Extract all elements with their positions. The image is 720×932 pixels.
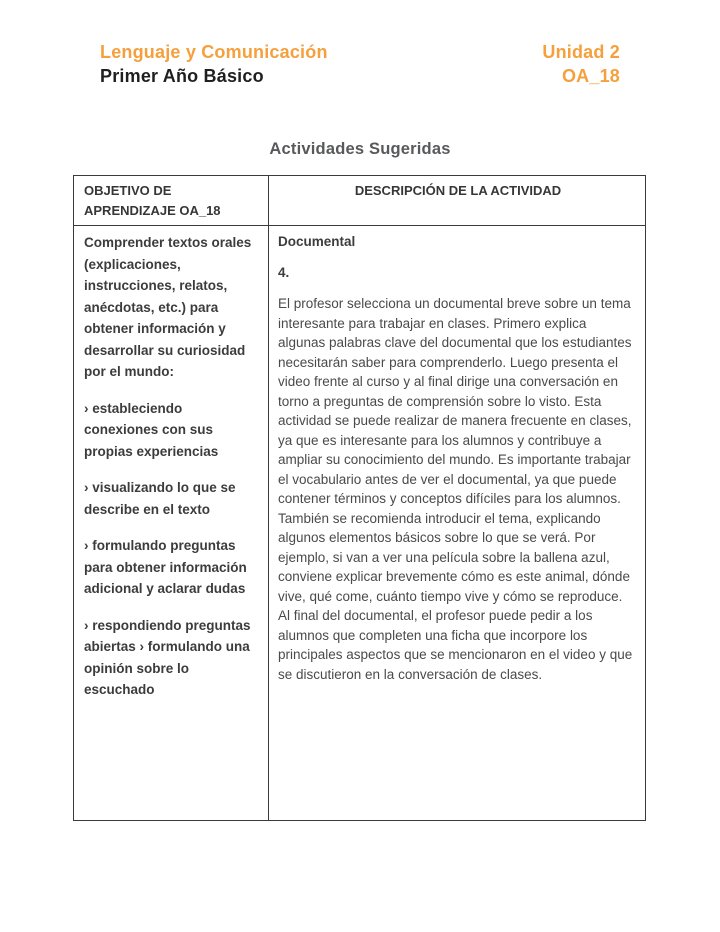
activities-table bbox=[73, 175, 646, 821]
activity-body: El profesor selecciona un documental breve sobre un tema interesante para trabajar en clases. Primero explica algunas palabras clave del documental que los estudiantes necesitarán saber para comprenderlo. Luego presenta el video frente al curso y al final dirige una conversación en torno a preguntas de comprensión sobre lo visto. Esta actividad se puede realizar de manera frecuente en clases, ya que es interesante para los alumnos y contribuye a ampliar su conocimiento del mundo. Es importante trabajar el vocabulario antes de ver el documental, ya que puede contener términos y conceptos difíciles para los alumnos. También se recomienda introducir el tema, explicando algunos elementos básicos sobre lo que se verá. Por ejemplo, si van a ver una película sobre la ballena azul, conviene explicar brevemente cómo es este animal, dónde vive, qué come, cuánto tiempo vive y cómo se reproduce. Al final del documental, el profesor puede pedir a los alumnos que completen una ficha que incorpore los principales aspectos que se mencionaron en el video y que se discutieron en la conversación de clases. bbox=[278, 296, 633, 682]
activity-title: Documental bbox=[278, 234, 356, 249]
header-left bbox=[100, 40, 328, 88]
page-title: Actividades Sugeridas bbox=[269, 140, 451, 158]
unit-label: Unidad 2 bbox=[542, 42, 620, 62]
objective-bullet-3: › formulando preguntas para obtener información adicional y aclarar dudas bbox=[84, 538, 247, 596]
table-header-row bbox=[74, 176, 646, 226]
document-header bbox=[100, 40, 620, 88]
objective-bullet-4: › respondiendo preguntas abiertas › formulando una opinión sobre lo escuchado bbox=[84, 617, 251, 697]
grade-level: Primer Año Básico bbox=[100, 66, 264, 86]
description-column-header: DESCRIPCIÓN DE LA ACTIVIDAD bbox=[269, 176, 646, 226]
activity-number: 4. bbox=[278, 264, 290, 280]
table-row bbox=[74, 226, 646, 821]
objective-cell bbox=[74, 226, 269, 821]
description-cell bbox=[269, 226, 646, 821]
objective-bullet-1: › estableciendo conexiones con sus propias experiencias bbox=[84, 400, 219, 459]
objective-column-header: OBJETIVO DE APRENDIZAJE OA_18 bbox=[74, 176, 269, 226]
header-right bbox=[542, 40, 620, 88]
subject-title: Lenguaje y Comunicación bbox=[100, 42, 328, 62]
objective-intro: Comprender textos orales (explicaciones, instrucciones, relatos, anécdotas, etc.) para obtener información y desarrollar su curiosidad por el mundo: bbox=[84, 235, 252, 379]
objective-bullet-2: › visualizando lo que se describe en el texto bbox=[84, 480, 236, 517]
oa-code: OA_18 bbox=[561, 66, 620, 86]
